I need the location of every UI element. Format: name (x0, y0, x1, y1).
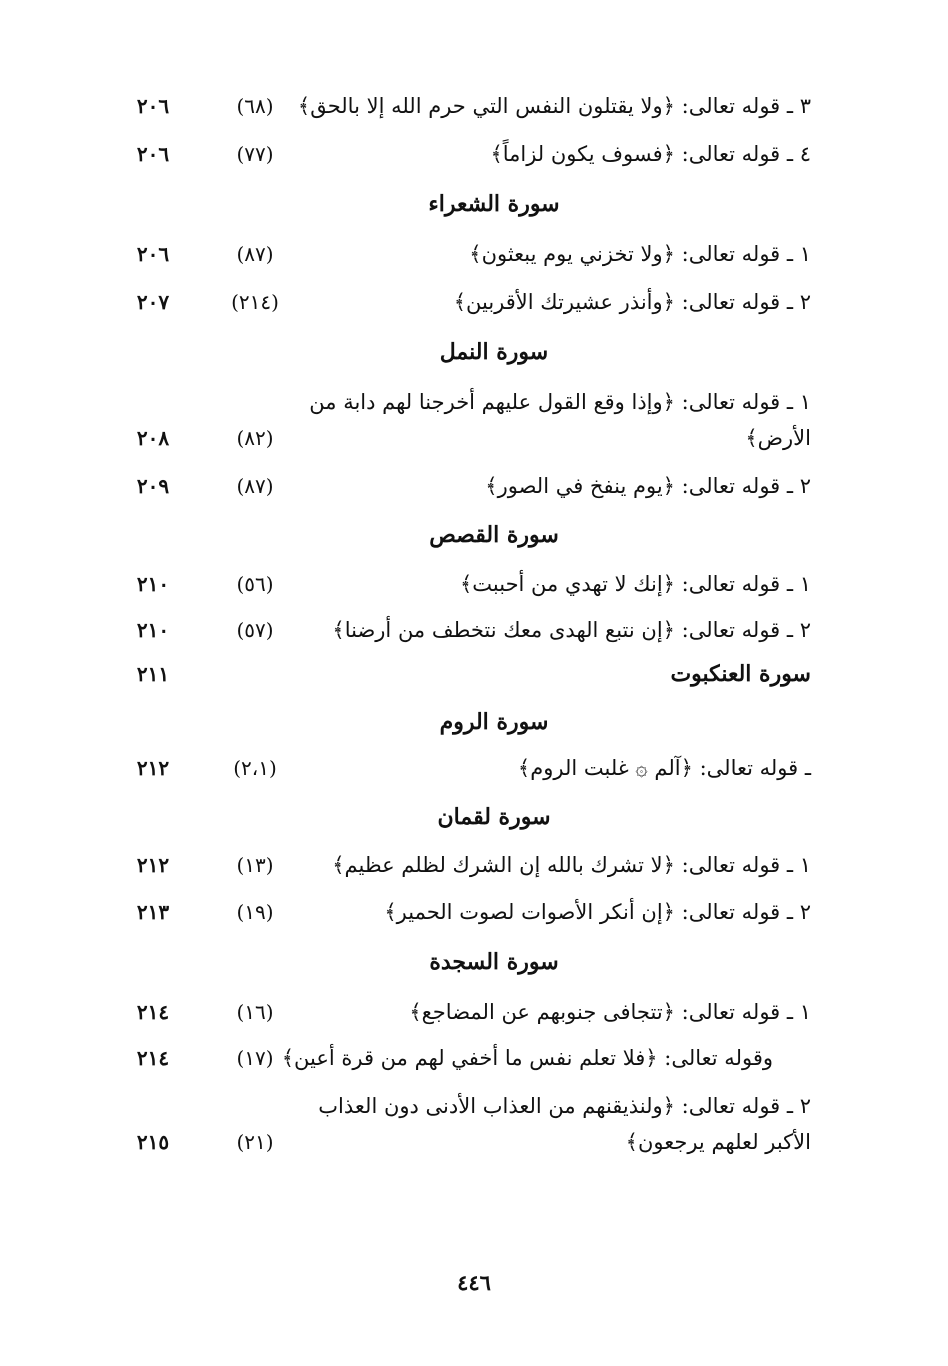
entry-text: ٢ ـ قوله تعالى: ﴿وأنذر عشيرتك الأقربين﴾ (453, 290, 811, 314)
verse-number: (١٦) (236, 1000, 274, 1024)
index-entry-line2 (0, 416, 948, 460)
entry-text: ـ قوله تعالى: ﴿آلم ۞ غلبت الروم﴾ (517, 756, 811, 780)
surah-title: سورة القصص (429, 522, 559, 548)
entry-text: ١ ـ قوله تعالى: ﴿وإذا وقع القول عليهم أخرجنا لهم دابة من (309, 390, 811, 414)
entry-text: ١ ـ قوله تعالى: ﴿إنك لا تهدي من أحببت﴾ (459, 572, 811, 596)
footer-page-number: ٤٤٦ (457, 1270, 491, 1295)
verse-number: (٢١٤) (231, 290, 279, 314)
verse-number: (٥٦) (236, 572, 274, 596)
index-entry (0, 843, 948, 887)
entry-text: ٣ ـ قوله تعالى: ﴿ولا يقتلون النفس التي حرم الله إلا بالحق﴾ (297, 94, 811, 118)
index-entry (0, 132, 948, 176)
surah-heading (0, 940, 948, 984)
page-number: ٢٠٦ (136, 242, 170, 266)
page-number: ٢٠٩ (136, 474, 170, 498)
index-entry (0, 1036, 948, 1080)
entry-text: ٤ ـ قوله تعالى: ﴿فسوف يكون لزاماً﴾ (490, 142, 811, 166)
entry-text: ٢ ـ قوله تعالى: ﴿إن أنكر الأصوات لصوت الحمير﴾ (384, 900, 811, 924)
index-entry (0, 608, 948, 652)
page-number: ٢٠٨ (136, 426, 170, 450)
verse-number: (٧٧) (236, 142, 274, 166)
surah-title: سورة السجدة (429, 949, 559, 975)
page-number: ٢١٢ (136, 853, 170, 877)
verse-number: (٨٢) (236, 426, 274, 450)
page-number: ٢١٤ (136, 1046, 170, 1070)
index-entry (0, 464, 948, 508)
entry-text-continued: الأرض﴾ (745, 426, 811, 450)
page-number: ٢١٠ (136, 572, 170, 596)
page-number: ٢٠٦ (136, 142, 170, 166)
page-number: ٢١٢ (136, 756, 170, 780)
entry-text: وقوله تعالى: ﴿فلا تعلم نفس ما أخفي لهم من قرة أعين﴾ (281, 1046, 773, 1070)
surah-title: سورة النمل (439, 339, 549, 365)
surah-heading (0, 513, 948, 557)
page-number: ٢١٣ (136, 900, 170, 924)
verse-number: (٨٧) (236, 242, 274, 266)
entry-text: ١ ـ قوله تعالى: ﴿ولا تخزني يوم يبعثون﴾ (469, 242, 811, 266)
verse-number: (٨٧) (236, 474, 274, 498)
surah-heading-indexed (0, 652, 948, 696)
page-number: ٢٠٦ (136, 94, 170, 118)
surah-heading (0, 182, 948, 226)
index-entry (0, 746, 948, 790)
surah-heading (0, 330, 948, 374)
page-number: ٢٠٧ (136, 290, 170, 314)
surah-title: سورة العنكبوت (670, 661, 811, 687)
index-entry (0, 890, 948, 934)
verse-number: (٢١) (236, 1130, 274, 1154)
entry-text: ٢ ـ قوله تعالى: ﴿يوم ينفخ في الصور﴾ (485, 474, 811, 498)
page-number: ٢١٥ (136, 1130, 170, 1154)
surah-title: سورة الشعراء (428, 191, 560, 217)
index-entry (0, 232, 948, 276)
surah-title: سورة الروم (439, 709, 549, 735)
index-entry (0, 84, 948, 128)
entry-text: ٢ ـ قوله تعالى: ﴿إن نتبع الهدى معك نتخطف من أرضنا﴾ (332, 618, 811, 642)
page-number: ٢١٤ (136, 1000, 170, 1024)
entry-text-continued: الأكبر لعلهم يرجعون﴾ (625, 1130, 811, 1154)
verse-number: (١٣) (236, 853, 274, 877)
page-number: ٢١٠ (136, 618, 170, 642)
verse-number: (٢،١) (233, 756, 277, 780)
verse-number: (٥٧) (236, 618, 274, 642)
verse-number: (٦٨) (236, 94, 274, 118)
page-number: ٢١١ (136, 662, 170, 686)
entry-text: ١ ـ قوله تعالى: ﴿لا تشرك بالله إن الشرك لظلم عظيم﴾ (332, 853, 811, 877)
surah-title: سورة لقمان (437, 804, 551, 830)
surah-heading (0, 700, 948, 744)
entry-text: ٢ ـ قوله تعالى: ﴿ولنذيقنهم من العذاب الأدنى دون العذاب (318, 1094, 811, 1118)
index-entry-line2 (0, 1120, 948, 1164)
index-entry (0, 990, 948, 1034)
entry-text: ١ ـ قوله تعالى: ﴿تتجافى جنوبهم عن المضاجع﴾ (409, 1000, 811, 1024)
index-entry (0, 562, 948, 606)
verse-number: (١٧) (236, 1046, 274, 1070)
verse-number: (١٩) (236, 900, 274, 924)
surah-heading (0, 795, 948, 839)
index-entry (0, 280, 948, 324)
